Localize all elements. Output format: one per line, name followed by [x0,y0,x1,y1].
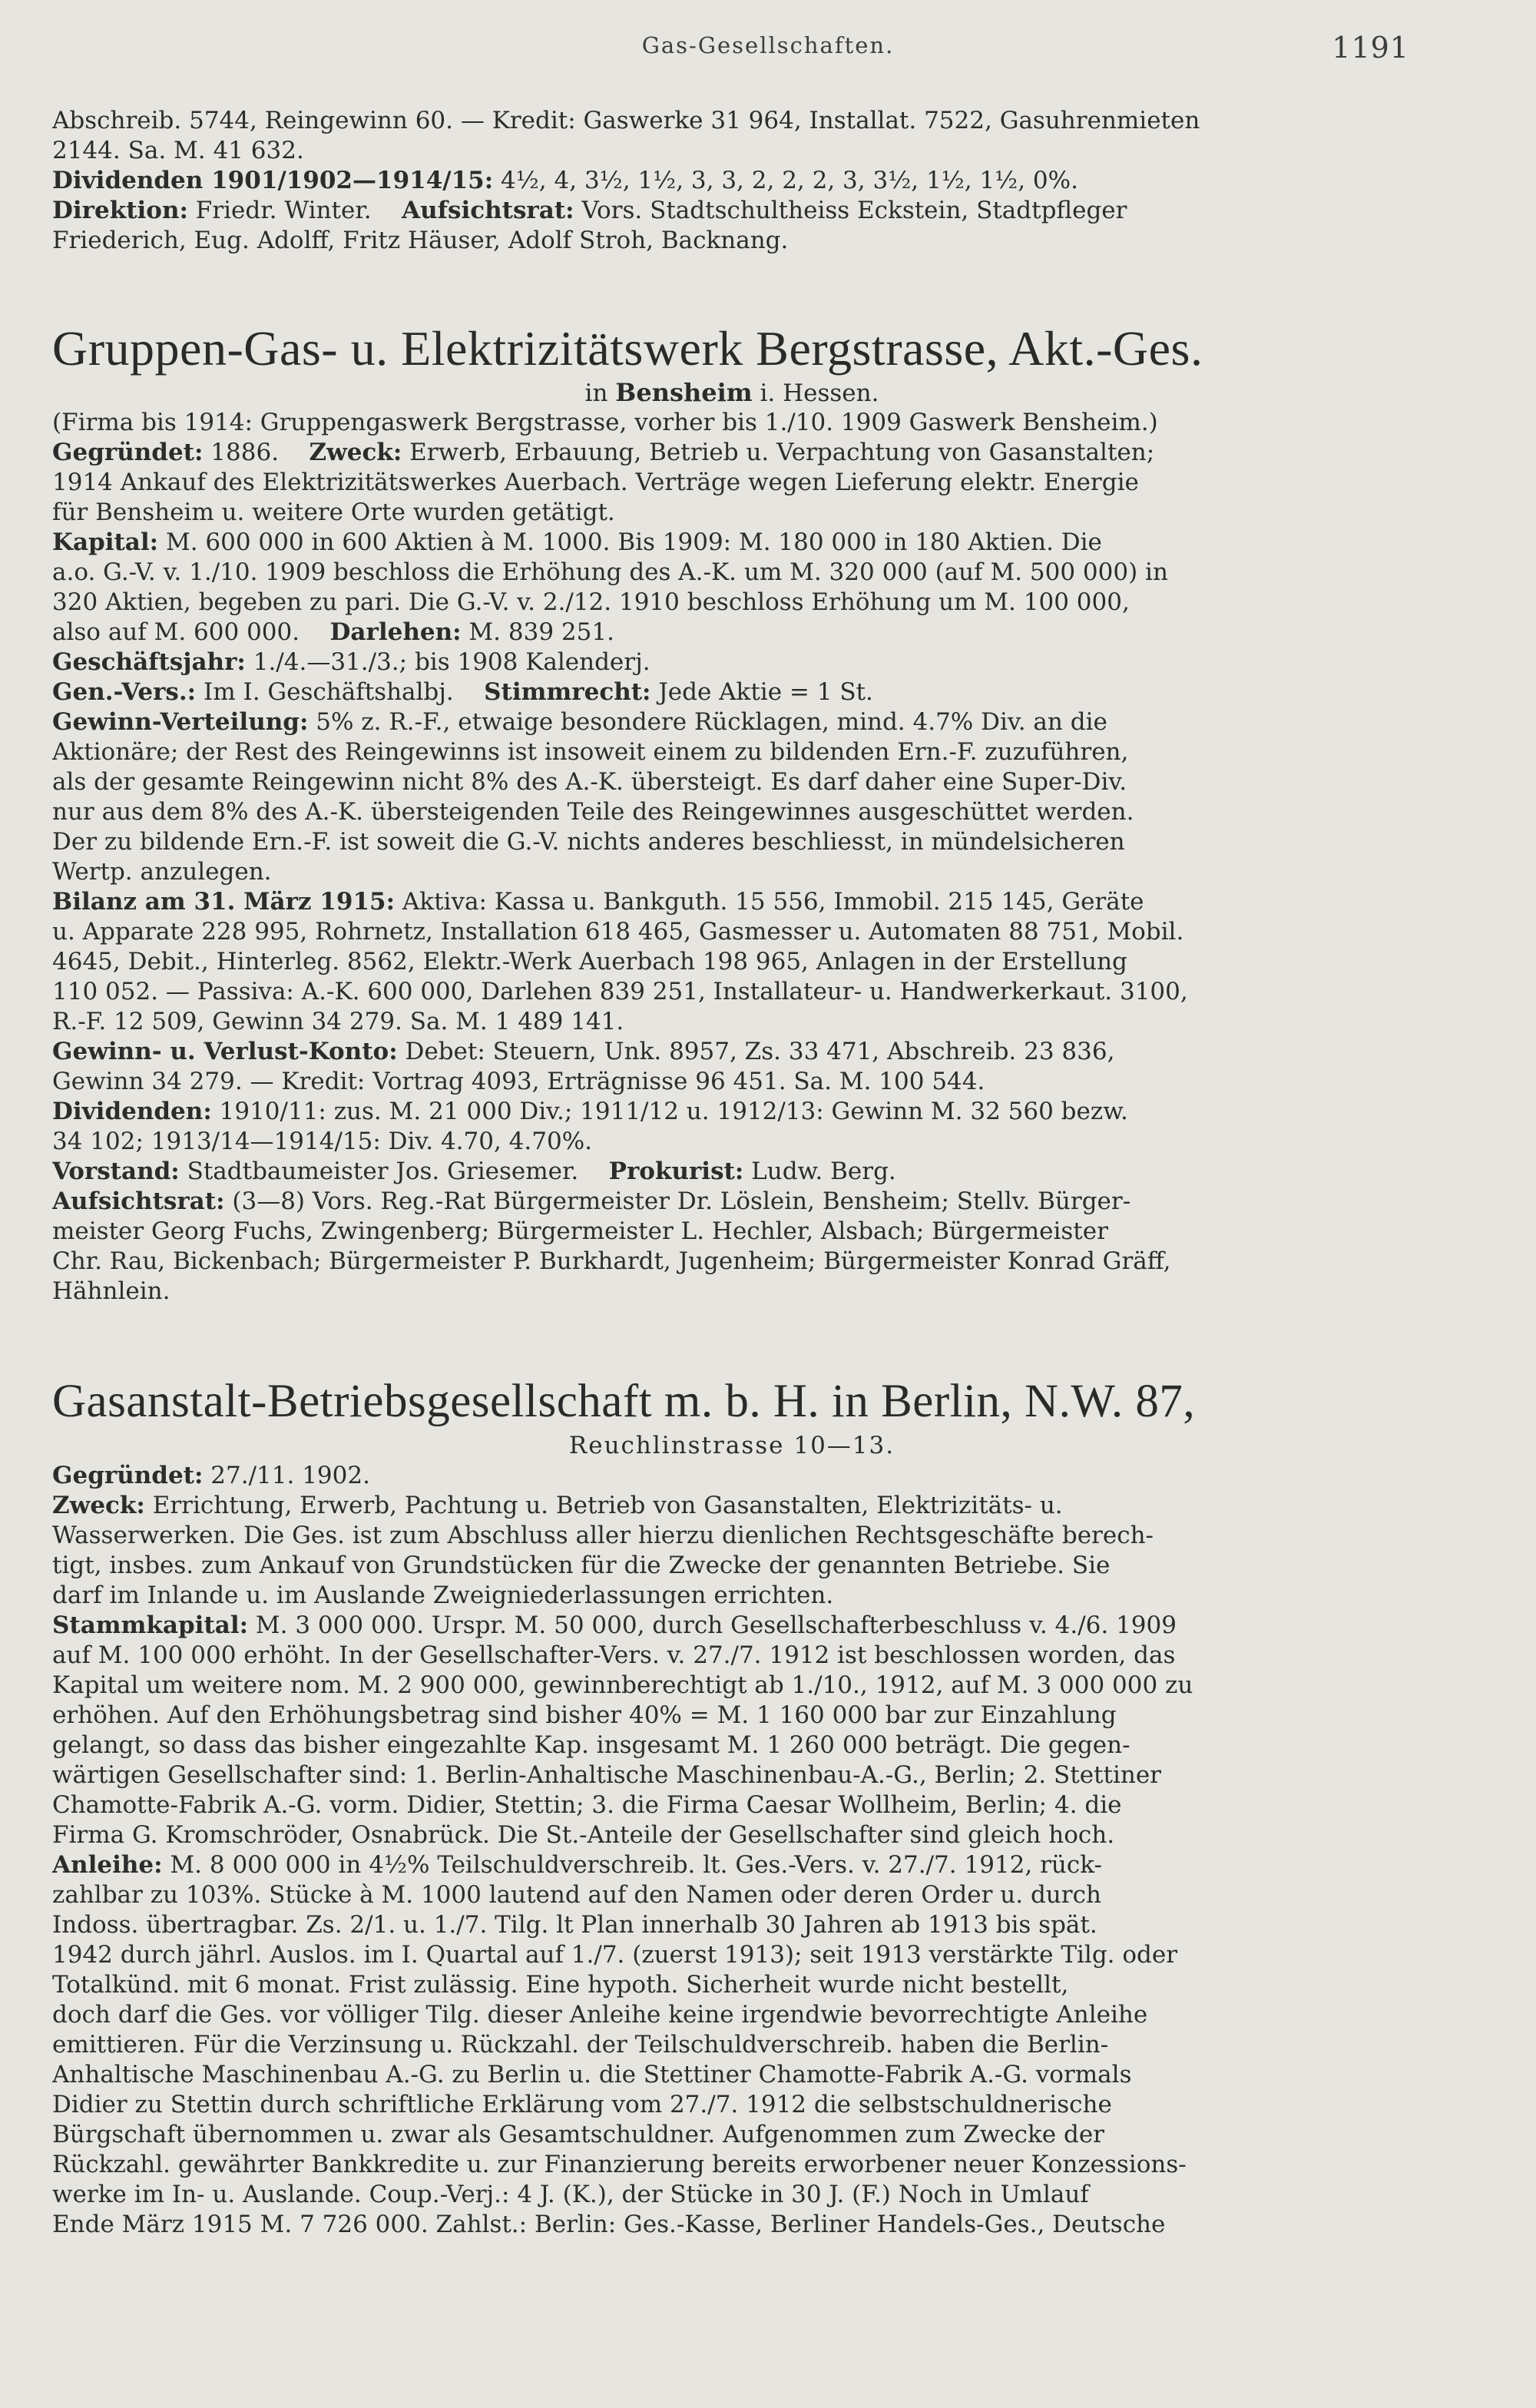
text-line [52,106,1412,136]
bold-label: Gegründet: [52,1462,204,1489]
text-line [52,166,1412,196]
line-text: 2144. Sa. M. 41 632. [52,137,304,164]
line-text: 34 102; 1913/14—1914/15: Div. 4.70, 4.70%. [52,1128,593,1155]
bold-label: Aufsichtsrat: [52,1187,225,1215]
text-line [52,1760,1412,1790]
bold-label: Darlehen: [329,618,462,646]
line-text: Wertp. anzulegen. [52,858,272,886]
line-text: emittieren. Für die Verzinsung u. Rückzahl. der Teilschuldverschreib. haben die Berlin- [52,2031,1109,2059]
text-line [52,1097,1412,1127]
text-line [52,1491,1412,1521]
line-text: Debet: Steuern, Unk. 8957, Zs. 33 471, Abschreib. 23 836, [397,1038,1115,1065]
line-text: Firma G. Kromschröder, Osnabrück. Die St.-Anteile der Gesellschafter sind gleich hoch. [52,1821,1115,1849]
line-text: Anhaltische Maschinenbau A.-G. zu Berlin u. die Stettiner Chamotte-Fabrik A.-G. vormals [52,2061,1132,2088]
running-header [0,32,1536,78]
text-line [52,977,1412,1007]
text-line [52,2090,1412,2120]
text-line [52,2030,1412,2060]
running-title: Gas-Gesellschaften. [641,32,895,58]
text-line [52,1731,1412,1760]
text-line [52,2210,1412,2240]
line-text: wärtigen Gesellschafter sind: 1. Berlin-Anhaltische Maschinenbau-A.-G., Berlin; 2. Stettiner [52,1761,1161,1789]
text-line [52,857,1412,887]
line-text: Jede Aktie = 1 St. [650,678,873,706]
line-text: tigt, insbes. zum Ankauf von Grundstücken für die Zwecke der genannten Betriebe. Sie [52,1552,1111,1579]
text-line [52,2180,1412,2210]
company-body [52,408,1412,1307]
line-text: 1./4.—31./3.; bis 1908 Kalenderj. [245,648,650,676]
line-text: Rückzahl. gewährter Bankkredite u. zur Finanzierung bereits erworbener neuer Konzessions- [52,2151,1187,2178]
text-line [52,707,1412,737]
text-line [52,1880,1412,1910]
text-line [52,887,1412,917]
line-text: 4645, Debit., Hinterleg. 8562, Elektr.-Werk Auerbach 198 965, Anlagen in der Erstellung [52,948,1127,975]
page-number: 1191 [1332,31,1409,65]
bold-label: Direktion: [52,197,188,224]
text-line [52,827,1412,857]
previous-entry-continuation [52,106,1412,256]
line-text: Chr. Rau, Bickenbach; Bürgermeister P. Burkhardt, Jugenheim; Bürgermeister Konrad Gräff, [52,1247,1171,1275]
line-text: Gewinn 34 279. — Kredit: Vortrag 4093, Erträgnisse 96 451. Sa. M. 100 544. [52,1068,985,1095]
bold-label: Vorstand: [52,1158,180,1185]
text-line [52,226,1412,256]
text-line [52,1910,1412,1940]
text-line [52,917,1412,947]
line-text: 1910/11: zus. M. 21 000 Div.; 1911/12 u. 1912/13: Gewinn M. 32 560 bezw. [211,1098,1128,1125]
line-text: als der gesamte Reingewinn nicht 8% des A.-K. übersteigt. Es darf daher eine Super-Div. [52,768,1127,796]
line-text: Bürgschaft übernommen u. zwar als Gesamtschuldner. Aufgenommen zum Zwecke der [52,2121,1104,2148]
company-body [52,1461,1412,2240]
text-line [52,2150,1412,2180]
text-line [52,2120,1412,2150]
company-address: Reuchlinstrasse 10—13. [568,1432,895,1459]
text-line [52,1581,1412,1611]
line-text: 110 052. — Passiva: A.-K. 600 000, Darlehen 839 251, Installateur- u. Handwerkerkaut. 3100, [52,978,1188,1005]
company-entry-gasanstalt [52,1374,1412,2240]
line-text: M. 3 000 000. Urspr. M. 50 000, durch Gesellschafterbeschluss v. 4./6. 1909 [248,1611,1177,1639]
bold-label: Gen.-Vers.: [52,678,197,706]
line-text: Vors. Stadtschultheiss Eckstein, Stadtpfleger [574,197,1127,224]
text-line [52,2000,1412,2030]
bold-label: Stammkapital: [52,1611,249,1639]
bold-label: Gewinn-Verteilung: [52,708,309,736]
line-text: Kapital um weitere nom. M. 2 900 000, gewinnberechtigt ab 1./10., 1912, auf M. 3 000 000 zu [52,1671,1193,1699]
line-text: zahlbar zu 103%. Stücke à M. 1000 lautend auf den Namen oder deren Order u. durch [52,1881,1101,1909]
line-text: Ludw. Berg. [743,1158,896,1185]
bold-label: Zweck: [52,1492,145,1519]
bold-label: Stimmrecht: [484,678,651,706]
line-text: Aktionäre; der Rest des Reingewinns ist insoweit einem zu bildenden Ern.-F. zuzuführen, [52,738,1129,766]
bold-label: Dividenden: [52,1098,212,1125]
text-line [52,1551,1412,1581]
line-text: doch darf die Ges. vor völliger Tilg. dieser Anleihe keine irgendwie bevorrechtigte Anleihe [52,2001,1148,2029]
text-line [52,1641,1412,1671]
line-text: Indoss. übertragbar. Zs. 2/1. u. 1./7. Tilg. lt Plan innerhalb 30 Jahren ab 1913 bis spät. [52,1911,1097,1939]
line-text: 1942 durch jährl. Auslos. im I. Quartal auf 1./7. (zuerst 1913); seit 1913 verstärkte Tilg. oder [52,1941,1178,1969]
line-text: 1914 Ankauf des Elektrizitätswerkes Auerbach. Verträge wegen Lieferung elektr. Energie [52,469,1139,496]
text-line [52,558,1412,588]
text-line [52,1157,1412,1187]
text-line [52,1970,1412,2000]
text-line [52,1940,1412,1970]
line-text: u. Apparate 228 995, Rohrnetz, Installation 618 465, Gasmesser u. Automaten 88 751, Mobil. [52,918,1184,946]
line-text: Ende März 1915 M. 7 726 000. Zahlst.: Berlin: Ges.-Kasse, Berliner Handels-Ges., Deutsche [52,2211,1166,2238]
text-line [52,1037,1412,1067]
bold-label: Geschäftsjahr: [52,648,246,676]
text-line [52,1701,1412,1731]
line-text: gelangt, so dass das bisher eingezahlte Kap. insgesamt M. 1 260 000 beträgt. Die gegen- [52,1731,1130,1759]
bold-label: Anleihe: [52,1851,163,1879]
text-line [52,947,1412,977]
line-text: Totalkünd. mit 6 monat. Frist zulässig. Eine hypoth. Sicherheit wurde nicht bestellt, [52,1971,1069,1999]
text-line [52,1187,1412,1217]
text-line [52,1007,1412,1037]
bold-label: Gegründet: [52,439,204,466]
text-line [52,1790,1412,1820]
text-line [52,408,1412,438]
line-text: Abschreib. 5744, Reingewinn 60. — Kredit: Gaswerke 31 964, Installat. 7522, Gasuhrenmieten [52,107,1200,134]
text-line [52,1611,1412,1641]
line-text: darf im Inlande u. im Auslande Zweigniederlassungen errichten. [52,1582,834,1609]
company-title: Gruppen-Gas- u. Elektrizitätswerk Bergstrasse, Akt.-Ges. [52,321,1203,376]
line-text: Stadtbaumeister Jos. Griesemer. [179,1158,579,1185]
line-text: erhöhen. Auf den Erhöhungsbetrag sind bisher 40% = M. 1 160 000 bar zur Einzahlung [52,1701,1117,1729]
line-text: für Bensheim u. weitere Orte wurden getätigt. [52,498,615,526]
line-text: 4½, 4, 3½, 1½, 3, 3, 2, 2, 2, 3, 3½, 1½, 1½, 0%. [493,167,1078,194]
line-text: M. 600 000 in 600 Aktien à M. 1000. Bis 1909: M. 180 000 in 180 Aktien. Die [158,528,1102,556]
line-text: a.o. G.-V. v. 1./10. 1909 beschloss die Erhöhung des A.-K. um M. 320 000 (auf M. 500 000) in [52,558,1168,586]
company-location: in Bensheim i. Hessen. [584,378,879,407]
line-text: M. 8 000 000 in 4½% Teilschuldverschreib. lt. Ges.-Vers. v. 27./7. 1912, rück- [162,1851,1102,1879]
text-line [52,767,1412,797]
text-line [52,136,1412,166]
line-text: Der zu bildende Ern.-F. ist soweit die G.-V. nichts anderes beschliesst, in mündelsicheren [52,828,1125,856]
line-text: (Firma bis 1914: Gruppengaswerk Bergstrasse, vorher bis 1./10. 1909 Gaswerk Bensheim.) [52,409,1158,436]
text-line [52,1127,1412,1157]
line-text: Erwerb, Erbauung, Betrieb u. Verpachtung von Gasanstalten; [402,439,1155,466]
bold-label: Prokurist: [608,1158,744,1185]
text-line [52,618,1412,648]
text-line [52,1671,1412,1701]
text-line [52,498,1412,528]
line-text: Chamotte-Fabrik A.-G. vorm. Didier, Stettin; 3. die Firma Caesar Wollheim, Berlin; 4. die [52,1791,1122,1819]
text-line [52,468,1412,498]
line-text: 27./11. 1902. [203,1462,370,1489]
bold-label: Kapital: [52,528,159,556]
text-line [52,588,1412,618]
line-text: 5% z. R.-F., etwaige besondere Rücklagen, mind. 4.7% Div. an die [308,708,1107,736]
line-text: M. 839 251. [461,618,614,646]
line-text: Aktiva: Kassa u. Bankguth. 15 556, Immobil. 215 145, Geräte [395,888,1144,916]
text-line [52,1217,1412,1247]
bold-label: Dividenden 1901/1902—1914/15: [52,167,494,194]
text-line [52,1067,1412,1097]
company-title: Gasanstalt-Betriebsgesellschaft m. b. H. in Berlin, N.W. 87, [52,1376,1196,1427]
line-text: 320 Aktien, begeben zu pari. Die G.-V. v. 2./12. 1910 beschloss Erhöhung um M. 100 000, [52,588,1130,616]
bold-label: Aufsichtsrat: [402,197,574,224]
bold-label: Gewinn- u. Verlust-Konto: [52,1038,398,1065]
text-line [52,1461,1412,1491]
line-text: Im I. Geschäftshalbj. [196,678,454,706]
text-line [52,1247,1412,1277]
text-line [52,1277,1412,1307]
bold-label: Bilanz am 31. März 1915: [52,888,396,916]
line-text: auf M. 100 000 erhöht. In der Gesellschafter-Vers. v. 27./7. 1912 ist beschlossen worden, das [52,1641,1176,1669]
line-text: Hähnlein. [52,1277,170,1305]
line-text: werke im In- u. Auslande. Coup.-Verj.: 4 J. (K.), der Stücke in 30 J. (F.) Noch in Umlauf [52,2181,1089,2208]
text-line [52,196,1412,226]
company-entry-bergstrasse [52,321,1412,1307]
text-line [52,737,1412,767]
text-line [52,1521,1412,1551]
line-text: nur aus dem 8% des A.-K. übersteigenden Teile des Reingewinnes ausgeschüttet werden. [52,798,1134,826]
text-line [52,648,1412,677]
text-line [52,528,1412,558]
line-text: meister Georg Fuchs, Zwingenberg; Bürgermeister L. Hechler, Alsbach; Bürgermeister [52,1217,1108,1245]
text-line [52,677,1412,707]
text-line [52,438,1412,468]
line-text: Friederich, Eug. Adolff, Fritz Häuser, Adolf Stroh, Backnang. [52,227,789,254]
line-text: Friedr. Winter. [187,197,372,224]
line-text: Wasserwerken. Die Ges. ist zum Abschluss aller hierzu dienlichen Rechtsgeschäfte berech- [52,1522,1154,1549]
text-line [52,1850,1412,1880]
line-text: Errichtung, Erwerb, Pachtung u. Betrieb von Gasanstalten, Elektrizitäts- u. [144,1492,1063,1519]
line-text: (3—8) Vors. Reg.-Rat Bürgermeister Dr. Löslein, Bensheim; Stellv. Bürger- [224,1187,1131,1215]
text-line [52,797,1412,827]
bold-label: Zweck: [309,439,402,466]
text-line [52,2060,1412,2090]
line-text: 1886. [203,439,280,466]
line-text: R.-F. 12 509, Gewinn 34 279. Sa. M. 1 489 141. [52,1008,624,1035]
line-text: Didier zu Stettin durch schriftliche Erklärung vom 27./7. 1912 die selbstschuldnerische [52,2091,1112,2118]
text-line [52,1820,1412,1850]
line-text: also auf M. 600 000. [52,618,300,646]
